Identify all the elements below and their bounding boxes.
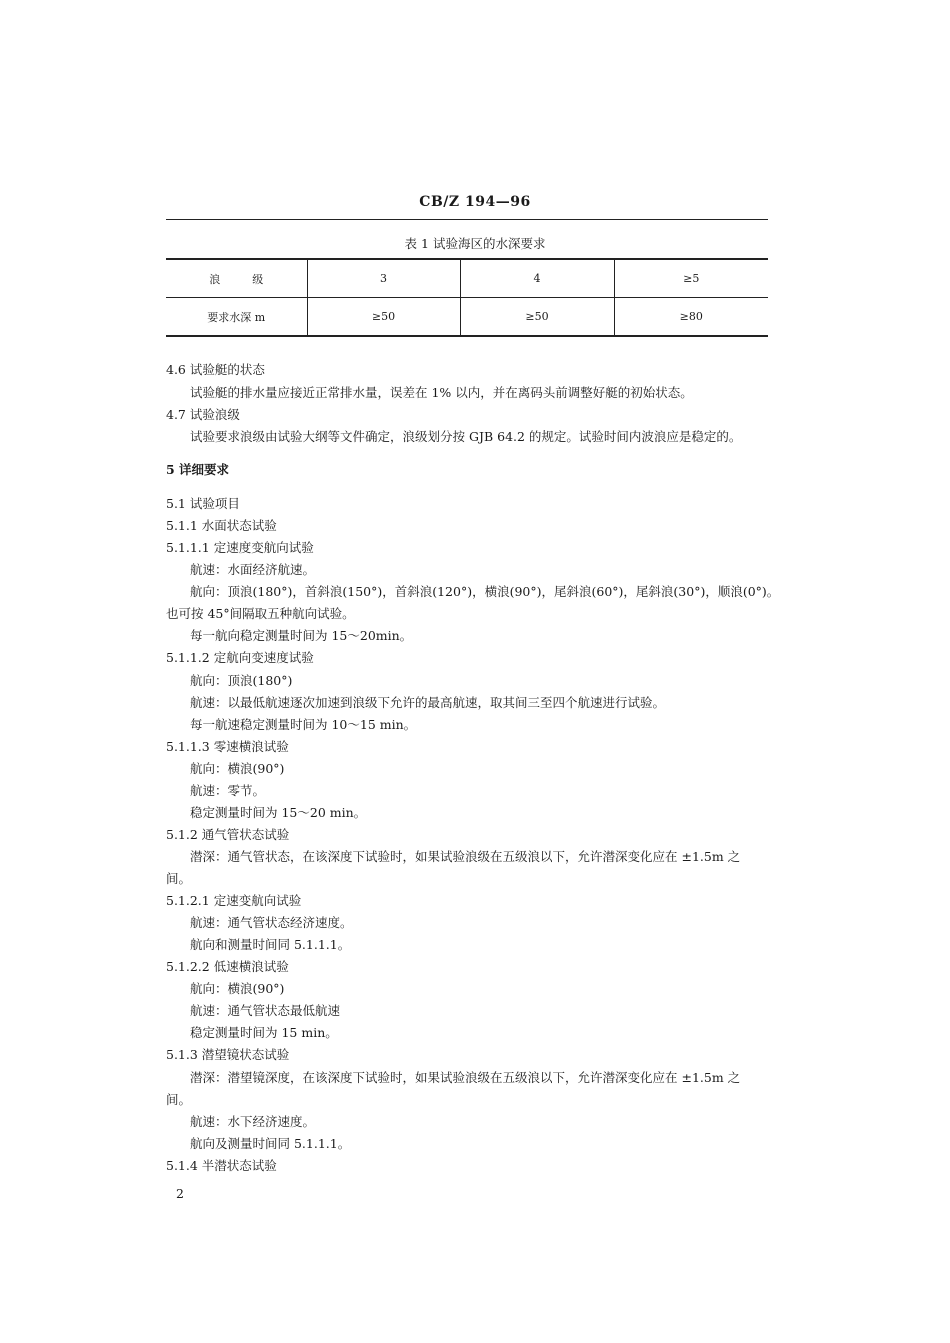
table-row <box>166 259 768 298</box>
paragraph: 航速：水面经济航速。 <box>190 562 316 577</box>
section-heading: 5.1 试验项目 <box>166 496 240 511</box>
section-heading: 5.1.1.1 定速度变航向试验 <box>166 540 314 555</box>
paragraph: 航向：顶浪(180°)，首斜浪(150°)，首斜浪(120°)，横浪(90°)，尾斜浪(60°)，尾斜浪(30°)，顺浪(0°)。 <box>190 584 780 599</box>
section-heading: 5.1.2.1 定速变航向试验 <box>166 893 302 908</box>
paragraph: 间。 <box>166 871 192 886</box>
paragraph: 航速：零节。 <box>190 783 266 798</box>
table-cell: ≥5 <box>614 259 768 298</box>
table-header-cell: 浪级 <box>166 259 307 298</box>
paragraph: 航速：通气管状态最低航速 <box>190 1003 341 1018</box>
section-heading: 5.1.1.3 零速横浪试验 <box>166 739 289 754</box>
paragraph: 航向：横浪(90°) <box>190 761 285 776</box>
table-cell: ≥50 <box>460 298 614 337</box>
paragraph: 航速：通气管状态经济速度。 <box>190 915 353 930</box>
table-cell: ≥80 <box>614 298 768 337</box>
paragraph: 稳定测量时间为 15 min。 <box>190 1025 338 1040</box>
paragraph: 试验要求浪级由试验大纲等文件确定，浪级划分按 GJB 64.2 的规定。试验时间内波浪应是稳定的。 <box>190 429 742 444</box>
paragraph: 间。 <box>166 1092 192 1107</box>
paragraph: 航向和测量时间同 5.1.1.1。 <box>190 937 351 952</box>
section-heading: 5.1.4 半潜状态试验 <box>166 1158 277 1173</box>
page-number: 2 <box>176 1186 184 1201</box>
paragraph: 航向：顶浪(180°) <box>190 673 293 688</box>
paragraph: 每一航速稳定测量时间为 10～15 min。 <box>190 717 417 732</box>
table-cell: 4 <box>460 259 614 298</box>
section-heading: 5.1.2.2 低速横浪试验 <box>166 959 289 974</box>
paragraph: 航向及测量时间同 5.1.1.1。 <box>190 1136 351 1151</box>
paragraph: 每一航向稳定测量时间为 15～20min。 <box>190 628 413 643</box>
paragraph: 试验艇的排水量应接近正常排水量，误差在 1% 以内，并在离码头前调整好艇的初始状态。 <box>190 385 693 400</box>
table-row <box>166 298 768 337</box>
table-cell: ≥50 <box>307 298 460 337</box>
header-rule <box>166 219 768 220</box>
section-heading: 5.1.1 水面状态试验 <box>166 518 277 533</box>
table-cell: 3 <box>307 259 460 298</box>
paragraph: 潜深：通气管状态，在该深度下试验时，如果试验浪级在五级浪以下，允许潜深变化应在 ±1.5m 之 <box>190 849 741 864</box>
standard-code: CB/Z 194—96 <box>419 194 531 210</box>
paragraph: 航速：水下经济速度。 <box>190 1114 316 1129</box>
paragraph: 航向：横浪(90°) <box>190 981 285 996</box>
chapter-heading: 5 详细要求 <box>166 462 230 477</box>
section-heading: 5.1.2 通气管状态试验 <box>166 827 290 842</box>
section-heading: 4.7 试验浪级 <box>166 407 240 422</box>
table-header-cell: 要求水深 m <box>166 298 307 337</box>
table-caption: 表 1 试验海区的水深要求 <box>404 236 546 251</box>
paragraph: 潜深：潜望镜深度，在该深度下试验时，如果试验浪级在五级浪以下，允许潜深变化应在 ±1.5m 之 <box>190 1070 741 1085</box>
section-heading: 5.1.3 潜望镜状态试验 <box>166 1047 290 1062</box>
paragraph: 航速：以最低航速逐次加速到浪级下允许的最高航速，取其间三至四个航速进行试验。 <box>190 695 666 710</box>
section-heading: 5.1.1.2 定航向变速度试验 <box>166 650 314 665</box>
paragraph: 也可按 45°间隔取五种航向试验。 <box>166 606 355 621</box>
paragraph: 稳定测量时间为 15～20 min。 <box>190 805 367 820</box>
water-depth-table <box>166 258 768 337</box>
section-heading: 4.6 试验艇的状态 <box>166 362 265 377</box>
